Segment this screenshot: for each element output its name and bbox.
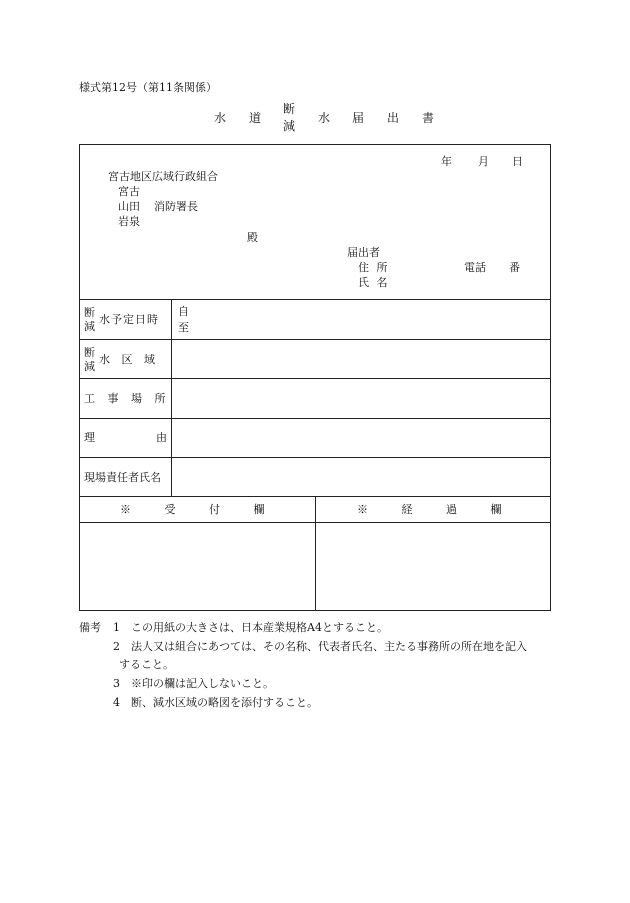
title-char: 道 xyxy=(249,111,262,125)
form-number: 様式第12号（第11条関係） xyxy=(79,81,217,94)
row-divider xyxy=(79,418,551,419)
row-divider xyxy=(79,457,551,458)
area-label: 水 区 域 xyxy=(99,353,155,366)
reason-label: 由 xyxy=(156,431,167,444)
row-divider xyxy=(79,299,551,300)
title-char: 出 xyxy=(387,111,400,125)
addressee-line: 岩泉 xyxy=(118,215,140,228)
date-month-label: 月 xyxy=(478,155,489,168)
honorific: 殿 xyxy=(247,231,258,244)
row-divider xyxy=(79,378,551,379)
addressee-org: 宮古地区広域行政組合 xyxy=(108,170,218,183)
title-char: 水 xyxy=(214,111,227,125)
schedule-to-label: 至 xyxy=(178,321,189,334)
schedule-label-stack-top: 断 xyxy=(84,306,95,319)
note-number: 1 xyxy=(113,621,120,634)
date-year-label: 年 xyxy=(441,155,452,168)
progress-column-header: ※ 経 過 欄 xyxy=(357,503,502,516)
area-label-stack-bottom: 減 xyxy=(84,360,95,373)
phone-label: 電話 xyxy=(464,261,486,274)
address-label: 住 所 xyxy=(358,261,388,274)
phone-suffix: 番 xyxy=(509,261,520,274)
bottom-column-divider xyxy=(315,496,316,611)
row-divider xyxy=(79,339,551,340)
title-char: 水 xyxy=(318,111,331,125)
reception-column-header: ※ 受 付 欄 xyxy=(120,503,265,516)
notes-label: 備考 xyxy=(79,621,101,634)
date-day-label: 日 xyxy=(512,155,523,168)
name-label: 氏 名 xyxy=(358,276,388,289)
note-number: 2 xyxy=(113,640,120,653)
reason-label: 理 xyxy=(84,431,95,444)
schedule-label: 水予定日時 xyxy=(99,313,159,326)
addressee-title: 消防署長 xyxy=(154,200,198,213)
title-char-stack-top: 断 xyxy=(283,102,296,116)
note-number: 3 xyxy=(113,677,120,690)
title-char: 届 xyxy=(352,111,365,125)
note-text: ※印の欄は記入しないこと。 xyxy=(131,677,274,690)
schedule-label-stack-bottom: 減 xyxy=(84,320,95,333)
note-text: 法人又は組合にあつては、その名称、代表者氏名、主たる事務所の所在地を記入 xyxy=(131,640,527,653)
note-number: 4 xyxy=(113,696,120,709)
title-char-stack-bottom: 減 xyxy=(283,119,296,133)
note-text: 断、減水区域の略図を添付すること。 xyxy=(131,696,318,709)
note-text: この用紙の大きさは、日本産業規格A4とすること。 xyxy=(131,621,388,634)
applicant-label: 届出者 xyxy=(347,246,380,259)
manager-label: 現場責任者氏名 xyxy=(84,471,161,484)
area-label-stack-top: 断 xyxy=(84,346,95,359)
addressee-line: 宮古 xyxy=(118,185,140,198)
schedule-from-label: 自 xyxy=(178,305,189,318)
title-char: 書 xyxy=(422,111,435,125)
addressee-line: 山田 xyxy=(118,200,140,213)
site-label: 工 事 場 所 xyxy=(84,392,166,405)
note-text-continuation: すること。 xyxy=(119,658,174,671)
label-column-divider xyxy=(171,299,172,496)
